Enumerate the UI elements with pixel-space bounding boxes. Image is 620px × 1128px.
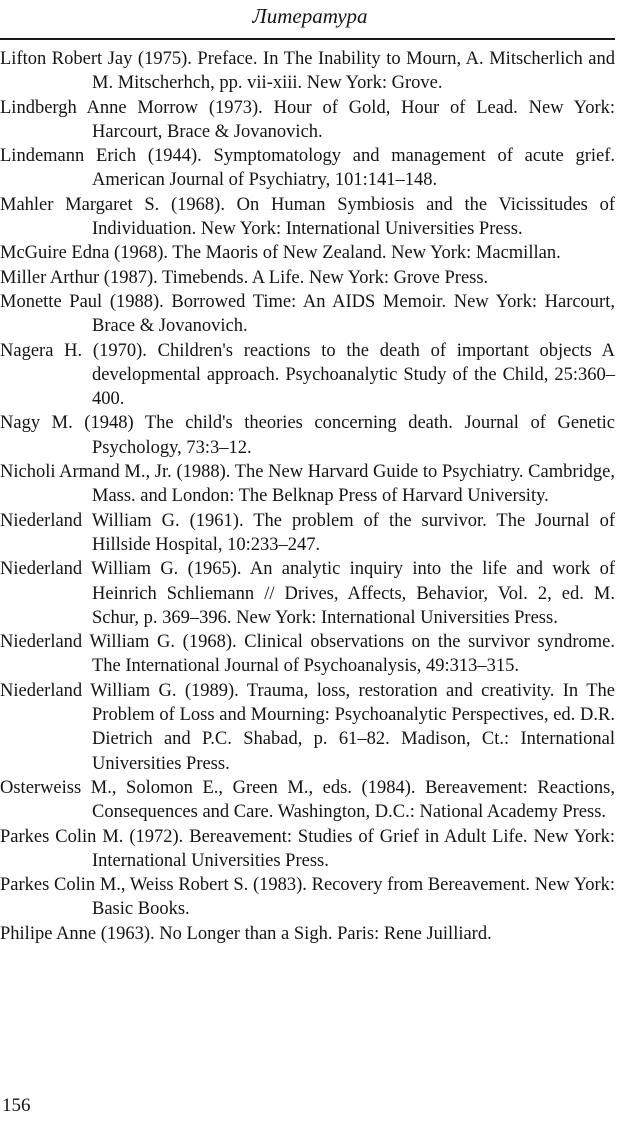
header-rule (0, 38, 615, 40)
bibliography-entry: Niederland William G. (1965). An analytic inquiry into the life and work of Heinrich Schliemann // Drives, Affects, Behavior, Vol. 2, ed. M. Schur, p. 369–396. New York: International Universities Press. (0, 559, 615, 628)
bibliography-entry: Nagera H. (1970). Children's reactions to the death of important objects A developmental approach. Psychoanalytic Study of the Child, 25:360–400. (0, 340, 615, 410)
running-head: Литература (252, 4, 368, 28)
bibliography-entry: Philipe Anne (1963). No Longer than a Sigh. Paris: Rene Juilliard. (0, 923, 492, 944)
bibliography-entry: Monette Paul (1988). Borrowed Time: An AIDS Memoir. New York: Harcourt, Brace & Jovanovich. (0, 291, 615, 337)
bibliography-list (0, 47, 615, 946)
page-number: 156 (2, 1095, 31, 1116)
bibliography-entry: Nagy M. (1948) The child's theories concerning death. Journal of Genetic Psychology, 73:3–12. (0, 413, 615, 458)
bibliography-entry: Nicholi Armand M., Jr. (1988). The New Harvard Guide to Psychiatry. Cambridge, Mass. and London: The Belknap Press of Harvard University. (0, 462, 615, 507)
bibliography-entry: Parkes Colin M. (1972). Bereavement: Studies of Grief in Adult Life. New York: International Universities Press. (0, 826, 615, 871)
bibliography-entry: Mahler Margaret S. (1968). On Human Symbiosis and the Vicissitudes of Individuation. New York: International Universities Press. (0, 194, 615, 240)
bibliography-entry: McGuire Edna (1968). The Maoris of New Zealand. New York: Macmillan. (0, 243, 561, 264)
bibliography-entry: Lindemann Erich (1944). Symptomatology and management of acute grief. American Journal of Psychiatry, 101:141–148. (0, 146, 615, 191)
bibliography-entry: Niederland William G. (1968). Clinical observations on the survivor syndrome. The International Journal of Psychoanalysis, 49:313–315. (0, 632, 615, 677)
bibliography-entry: Lifton Robert Jay (1975). Preface. In The Inability to Mourn, A. Mitscherlich and M. Mitscherhch, pp. vii-xiii. New York: Grove. (0, 49, 615, 94)
bibliography-entry: Niederland William G. (1989). Trauma, loss, restoration and creativity. In The Problem of Loss and Mourning: Psychoanalytic Perspectives, ed. D.R. Dietrich and P.C. Shabad, p. 61–82. Madison, Ct.: International Universities Press. (0, 680, 615, 774)
bibliography-entry: Miller Arthur (1987). Timebends. A Life. New York: Grove Press. (0, 267, 489, 288)
bibliography-entry: Osterweiss M., Solomon E., Green M., eds. (1984). Bereavement: Reactions, Consequences and Care. Washington, D.C.: National Academy Press. (0, 777, 615, 823)
bibliography-entry: Niederland William G. (1961). The problem of the survivor. The Journal of Hillside Hospital, 10:233–247. (0, 510, 615, 555)
bibliography-entry: Parkes Colin M., Weiss Robert S. (1983). Recovery from Bereavement. New York: Basic Books. (0, 875, 615, 920)
bibliography-entry: Lindbergh Anne Morrow (1973). Hour of Gold, Hour of Lead. New York: Harcourt, Brace & Jovanovich. (0, 97, 615, 142)
